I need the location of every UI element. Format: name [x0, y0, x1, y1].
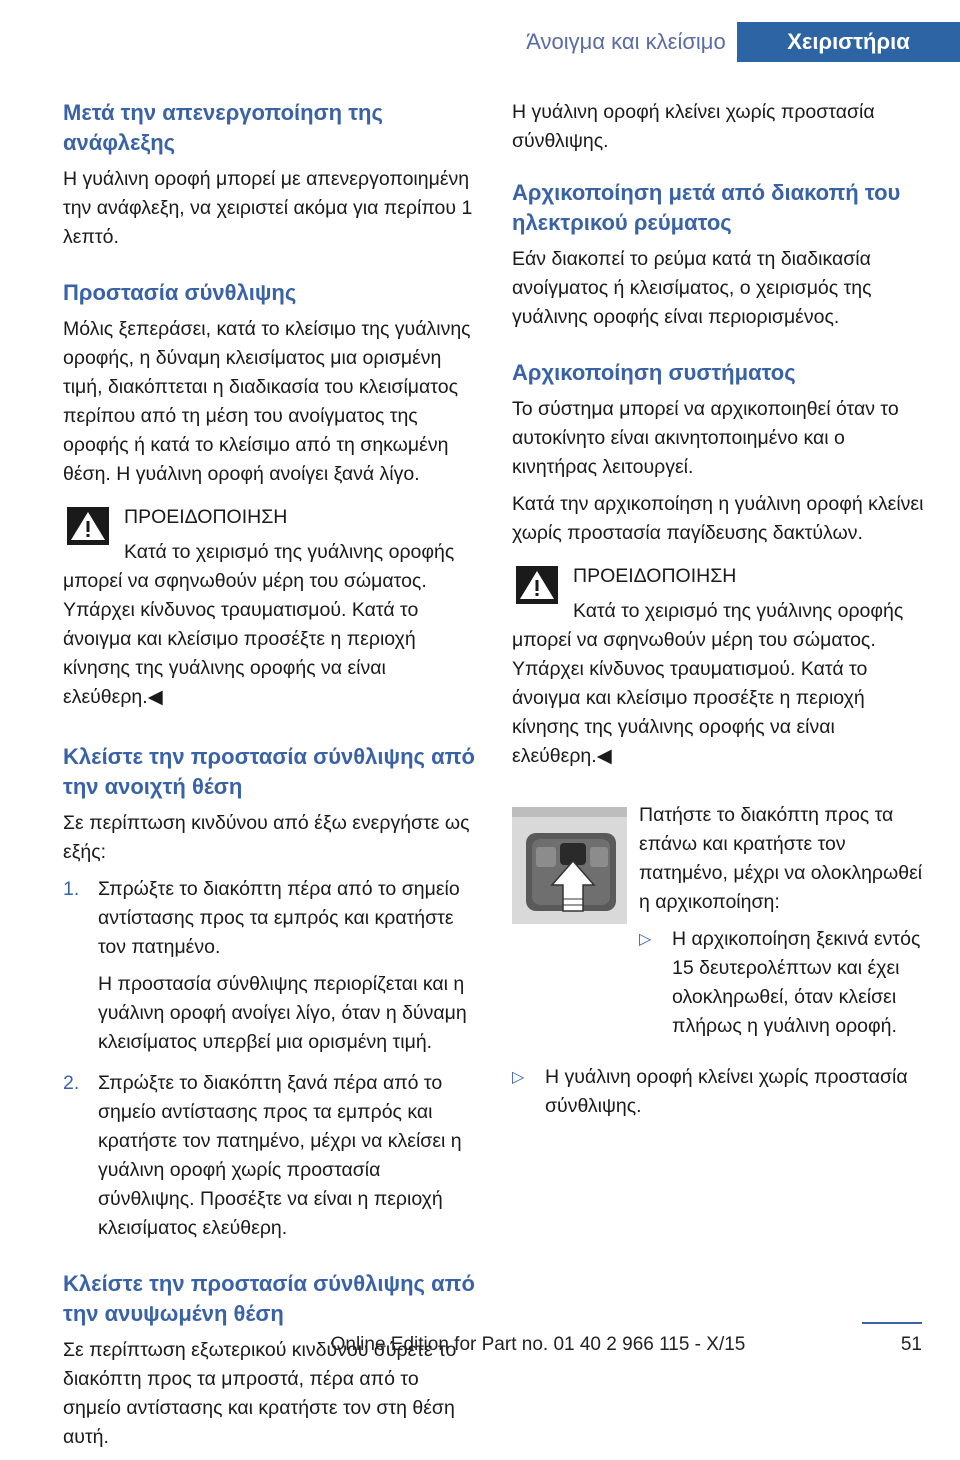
section-intro: Σε περίπτωση κινδύνου από έξω ενεργήστε ως εξής:: [63, 812, 470, 863]
bullet-text: Η γυάλινη οροφή κλείνει χωρίς προστασία σύνθλιψης.: [545, 1066, 908, 1117]
section-after-ignition-off: [63, 98, 481, 252]
section-text: Σε περίπτωση εξωτερικού κινδύνου σύρετε το διακόπτη προς τα μπροστά, πέρα από το σημείο αντίστασης και κρατήστε τον στη θέση αυτή.: [63, 1339, 457, 1448]
instruction-row: [512, 801, 932, 1049]
section-text: Εάν διακοπεί το ρεύμα κατά τη διαδικασία ανοίγματος ή κλεισίματος, ο χειρισμός της γυάλινης οροφής είναι περιορισμένος.: [512, 248, 872, 328]
header-chapter-tab: Χειριστήρια: [737, 22, 960, 62]
section-text: Μόλις ξεπεράσει, κατά το κλείσιμο της γυάλινης οροφής, η δύναμη κλεισίματος μια ορισμένη τιμή, διακόπτεται η διαδικασία του κλεισίματος περίπου από τη μέση του ανοίγματος της οροφής ή κατά το κλείσιμο από τη σηκωμένη θέση. Η γυάλινη οροφή ανοίγει ξανά λίγο.: [63, 318, 471, 485]
instruction-text-block: [639, 801, 932, 1049]
section-heading: Κλείστε την προστασία σύνθλιψης από την ανοιχτή θέση: [63, 744, 475, 799]
section-close-from-raised: [63, 1269, 481, 1452]
warning-title: ΠΡΟΕΙΔΟΠΟΙΗΣΗ: [573, 565, 737, 587]
warning-icon: [516, 566, 558, 604]
warning-title: ΠΡΟΕΙΔΟΠΟΙΗΣΗ: [124, 506, 288, 528]
section-pinch-protection: [63, 278, 481, 489]
section-system-init: [512, 358, 932, 548]
step-number: 2.: [63, 1072, 80, 1094]
page-number: 51: [900, 1334, 922, 1355]
warning-text: Κατά το χειρισμό της γυάλινης οροφής μπορεί να σφηνωθούν μέρη του σώματος. Υπάρχει κίνδυνος τραυματισμού. Κατά το άνοιγμα και κλείσιμο προσέξτε η περιοχή κίνησης της γυάλινης οροφής να είναι ελεύθερη.◀: [63, 541, 455, 708]
right-column: [512, 98, 932, 1129]
step-text: Σπρώξτε το διακόπτη ξανά πέρα από το σημείο αντίστασης προς τα εμπρός και κρατήστε τον πατημένο, μέχρι να κλείσει η γυάλινη οροφή χωρίς προστασία σύνθλιψης. Προσέξτε να είναι η περιοχή κλεισίματος ελεύθερη.: [98, 1072, 462, 1239]
section-heading: Μετά την απενεργοποίηση της ανάφλεξης: [63, 100, 383, 155]
list-item: [63, 1069, 481, 1243]
roof-switch-image: [512, 807, 627, 924]
list-item: [639, 925, 932, 1041]
warning-block: [63, 503, 481, 712]
instruction-text: Πατήστε το διακόπτη προς τα επάνω και κρατήστε τον πατημένο, μέχρι να ολοκληρωθεί η αρχικοποίηση:: [639, 804, 923, 913]
section-heading: Αρχικοποίηση συστήματος: [512, 360, 796, 385]
section-heading: Προστασία σύνθλιψης: [63, 280, 297, 305]
header-section-title: Άνοιγμα και κλείσιμο: [526, 29, 726, 54]
left-column: [63, 98, 481, 1460]
warning-text: Κατά το χειρισμό της γυάλινης οροφής μπορεί να σφηνωθούν μέρη του σώματος. Υπάρχει κίνδυνος τραυματισμού. Κατά το άνοιγμα και κλείσιμο προσέξτε η περιοχή κίνησης της γυάλινης οροφής να είναι ελεύθερη.◀: [512, 600, 904, 767]
paragraph: Η γυάλινη οροφή κλείνει χωρίς προστασία σύνθλιψης.: [512, 101, 875, 152]
step-note: Η προστασία σύνθλιψης περιορίζεται και η γυάλινη οροφή ανοίγει λίγο, όταν η δύναμη κλεισίματος υπερβεί μια ορισμένη τιμή.: [98, 973, 467, 1053]
footer-edition: Online Edition for Part no. 01 40 2 966 115 - X/15: [330, 1334, 746, 1355]
section-heading: Αρχικοποίηση μετά από διακοπή του ηλεκτρικού ρεύματος: [512, 180, 901, 235]
roof-switch-illustration: [512, 807, 627, 924]
footer-rule: [862, 1322, 922, 1324]
step-number: 1.: [63, 878, 80, 900]
section-close-from-open: [63, 742, 481, 1243]
section-init-after-power-loss: [512, 178, 932, 332]
sub-bullet-text: Η αρχικοποίηση ξεκινά εντός 15 δευτερολέπτων και έχει ολοκληρωθεί, όταν κλείσει πλήρως η γυάλινη οροφή.: [672, 928, 921, 1037]
list-item: [63, 875, 481, 1057]
warning-block: [512, 562, 932, 771]
triangle-bullet-icon: ▷: [639, 931, 652, 948]
step-text: Σπρώξτε το διακόπτη πέρα από το σημείο αντίστασης προς τα εμπρός και κρατήστε τον πατημένο.: [98, 878, 460, 958]
warning-icon: [67, 507, 109, 545]
list-item: [512, 1063, 932, 1121]
section-text: Κατά την αρχικοποίηση η γυάλινη οροφή κλείνει χωρίς προστασία παγίδευσης δακτύλων.: [512, 493, 924, 544]
section-text: Η γυάλινη οροφή μπορεί με απενεργοποιημένη την ανάφλεξη, να χειριστεί ακόμα για περίπου 1 λεπτό.: [63, 168, 473, 248]
section-heading: Κλείστε την προστασία σύνθλιψης από την ανυψωμένη θέση: [63, 1271, 475, 1326]
section-text: Το σύστημα μπορεί να αρχικοποιηθεί όταν το αυτοκίνητο είναι ακινητοποιημένο και ο κινητήρας λειτουργεί.: [512, 398, 899, 478]
triangle-bullet-icon: ▷: [512, 1069, 525, 1086]
steps-list: [63, 875, 481, 1243]
